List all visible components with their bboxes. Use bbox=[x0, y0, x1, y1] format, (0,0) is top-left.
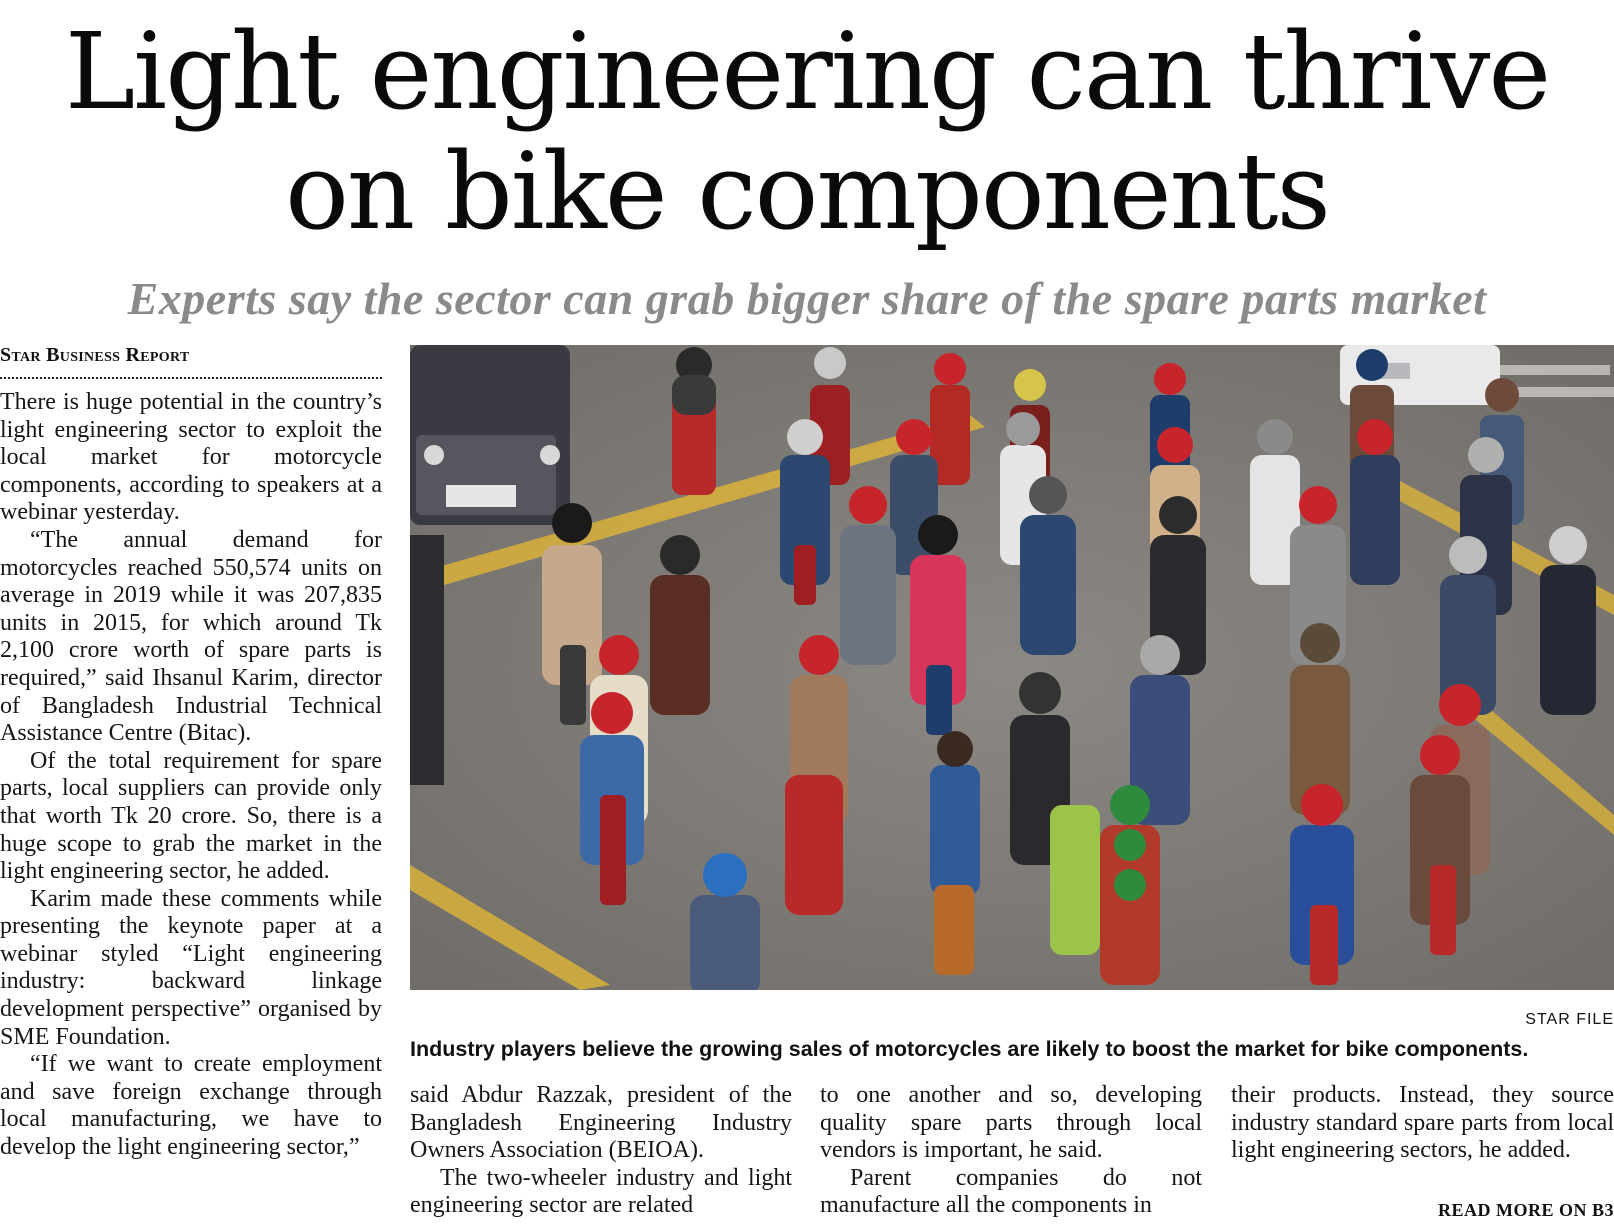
paragraph: “If we want to create employment and save foreign exchange through local manufacturing, we have to develop the light engineering sector,” bbox=[0, 1051, 382, 1161]
car-left bbox=[410, 345, 570, 525]
headline-line-2: on bike components bbox=[285, 130, 1329, 253]
article-column-3 bbox=[820, 1082, 1202, 1220]
paragraph: The two-wheeler industry and light engineering sector are related bbox=[410, 1164, 792, 1219]
photo-credit: STAR FILE bbox=[1525, 1011, 1614, 1028]
headline bbox=[0, 12, 1614, 252]
paragraph: to one another and so, developing quality spare parts through local vendors is important, he said. bbox=[820, 1082, 1202, 1164]
headline-line-1: Light engineering can thrive bbox=[64, 10, 1550, 133]
paragraph: Parent companies do not manufacture all the components in bbox=[820, 1164, 1202, 1219]
article-column-2 bbox=[410, 1082, 792, 1220]
read-more-link[interactable]: READ MORE ON B3 bbox=[1437, 1200, 1614, 1220]
article-column-1 bbox=[0, 389, 382, 1162]
paragraph: Karim made these comments while presenting the keynote paper at a webinar styled “Light engineering industry: backward linkage development perspective” organised by SME Foundation. bbox=[0, 885, 382, 1050]
byline: Star Business Report bbox=[0, 344, 382, 379]
news-photo bbox=[410, 345, 1614, 990]
paragraph: There is huge potential in the country’s light engineering sector to exploit the local market for motorcycle components, according to speakers at a webinar yesterday. bbox=[0, 389, 382, 526]
paragraph: “The annual demand for motorcycles reached 550,574 units on average in 2019 while it was 207,835 units in 2015, for which around Tk 2,100 crore worth of spare parts is required,” said Ihsanul Karim, director of Bangladesh Industrial Technical Assistance Centre (Bitac). bbox=[0, 526, 382, 747]
deck-subheadline: Experts say the sector can grab bigger share of the spare parts market bbox=[127, 273, 1487, 324]
paragraph: their products. Instead, they source industry standard spare parts from local light engineering sectors, he added. bbox=[1231, 1082, 1614, 1164]
paragraph: said Abdur Razzak, president of the Bangladesh Engineering Industry Owners Association (BEIOA). bbox=[410, 1082, 792, 1164]
article-column-4 bbox=[1231, 1082, 1614, 1165]
paragraph: Of the total requirement for spare parts, local suppliers can provide only that worth Tk 20 crore. So, there is a huge scope to grab the market in the light engineering sector, he added. bbox=[0, 747, 382, 885]
photo-caption: Industry players believe the growing sales of motorcycles are likely to boost the market for bike components. bbox=[410, 1037, 1529, 1061]
